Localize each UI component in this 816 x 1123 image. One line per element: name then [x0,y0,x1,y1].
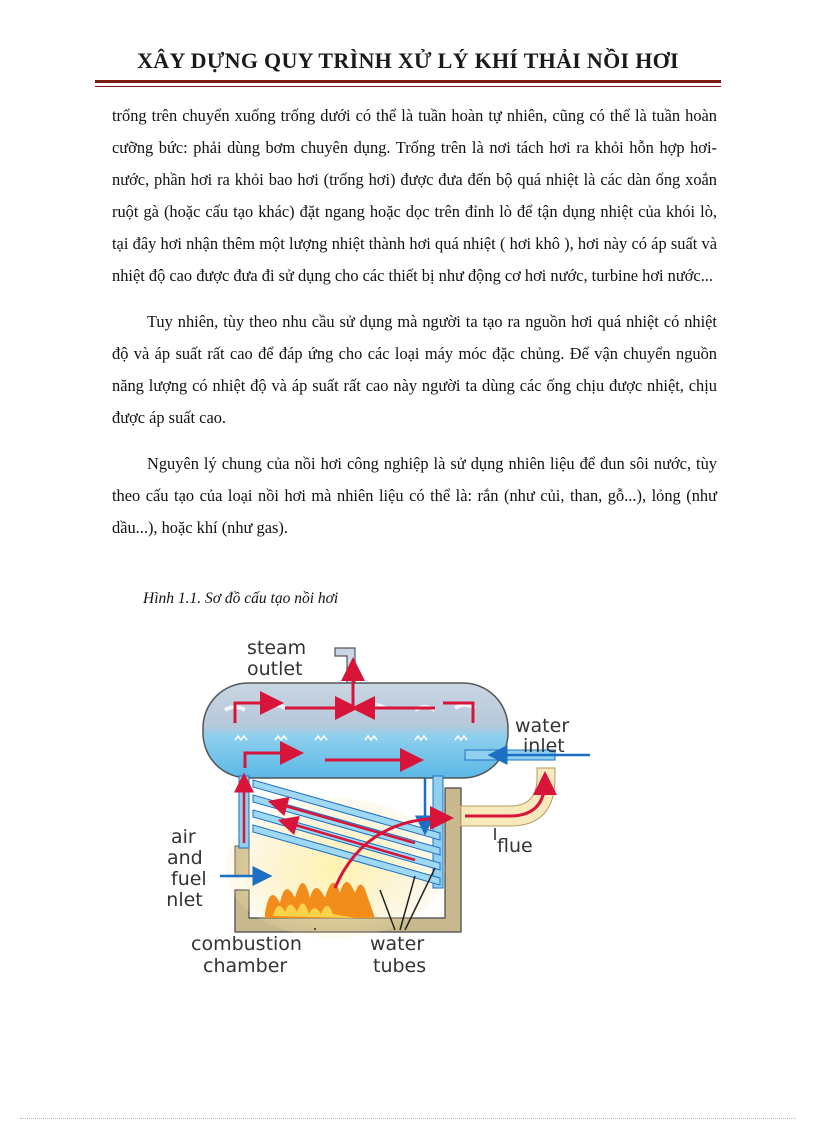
label-water-inlet-2: inlet [523,735,565,757]
page-header-title: XÂY DỰNG QUY TRÌNH XỬ LÝ KHÍ THẢI NỒI HƠI [137,48,679,73]
label-chamber: chamber [203,955,288,977]
label-inlet: inlet [165,889,203,911]
boiler-diagram [165,628,605,988]
header-rule [95,80,721,83]
label-water-inlet-1: water [515,715,570,737]
label-combustion: combustion [191,933,302,955]
boiler-diagram-svg [165,628,605,988]
label-water-tubes-2: tubes [373,955,427,977]
label-and: and [167,847,203,869]
label-fuel: fuel [171,868,207,890]
body-text [112,100,717,544]
paragraph: Nguyên lý chung của nồi hơi công nghiệp là sử dụng nhiên liệu để đun sôi nước, tùy theo cấu tạo của loại nồi hơi mà nhiên liệu có thể là: rắn (như củi, than, gỗ...), lỏng (như dầu...), hoặc khí (như gas). [112,454,717,537]
label-flue: flue [497,835,533,857]
header-rule-thin [95,86,721,87]
label-water-tubes-1: water [370,933,425,955]
label-steam: steam [247,637,307,659]
figure-caption: Hình 1.1. Sơ đồ cấu tạo nồi hơi [143,590,339,607]
paragraph: Tuy nhiên, tùy theo nhu cầu sử dụng mà người ta tạo ra nguồn hơi quá nhiệt có nhiệt độ và áp suất rất cao để đáp ứng cho các loại máy móc đặc chủng. Để vận chuyển nguồn năng lượng có nhiệt độ và áp suất rất cao này người ta dùng các ống chịu được nhiệt, chịu được áp suất cao. [112,312,717,427]
label-air: air [171,826,196,848]
paragraph: trống trên chuyển xuống trống dưới có thể là tuần hoàn tự nhiên, cũng có thể là tuần hoàn cưỡng bức: phải dùng bơm chuyên dụng. Trống trên là nơi tách hơi ra khỏi hỗn hợp hơi-nước, phần hơi ra khỏi bao hơi (trống hơi) được đưa đến bộ quá nhiệt là các dàn ống xoắn ruột gà (hoặc cấu tạo khác) đặt ngang hoặc dọc trên đỉnh lò để tận dụng nhiệt của khói lò, tại đây hơi nhận thêm một lượng nhiệt thành hơi quá nhiệt ( hơi khô ), hơi này có áp suất và nhiệt độ cao được đưa đi sử dụng cho các thiết bị như động cơ hơi nước, turbine hơi nước... [112,106,717,285]
footer-rule [20,1118,796,1119]
steam-drum [203,666,508,778]
label-steam-outlet: outlet [247,658,303,680]
